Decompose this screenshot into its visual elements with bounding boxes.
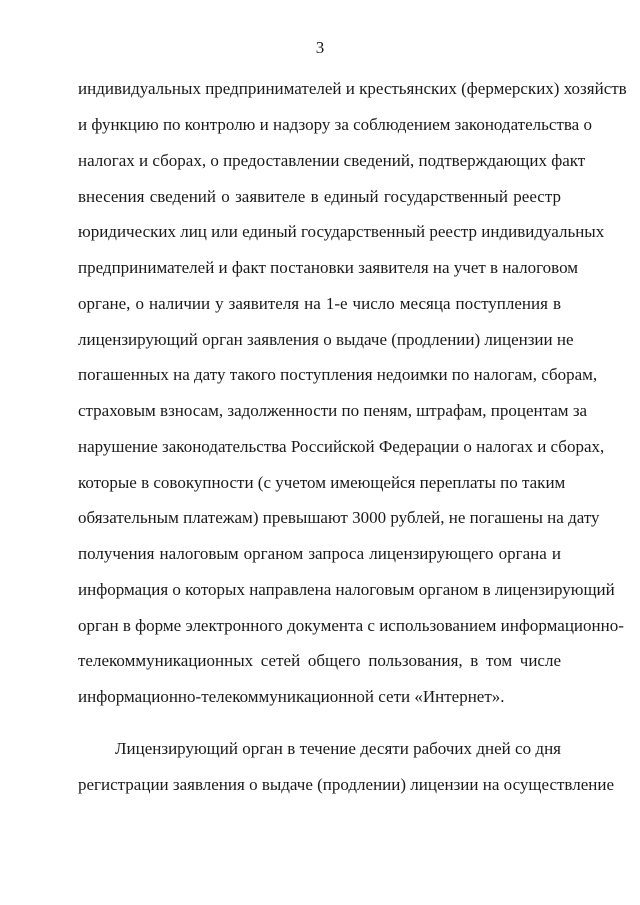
paragraph-line: орган в форме электронного документа с использованием информационно- bbox=[78, 616, 624, 635]
paragraph-line: которые в совокупности (с учетом имеющейся переплаты по таким bbox=[78, 473, 566, 492]
paragraph-line: обязательным платежам) превышают 3000 рублей, не погашены на дату bbox=[78, 508, 600, 527]
paragraph-line: получения налоговым органом запроса лицензирующего органа и bbox=[78, 544, 561, 563]
paragraph-line: лицензирующий орган заявления о выдаче (продлении) лицензии не bbox=[78, 330, 574, 349]
paragraph-line: телекоммуникационных сетей общего пользования, в том числе bbox=[78, 651, 561, 670]
paragraph-line: информация о которых направлена налоговым органом в лицензирующий bbox=[78, 580, 615, 599]
paragraph-line: индивидуальных предпринимателей и крестьянских (фермерских) хозяйств bbox=[78, 79, 627, 98]
paragraph-line: погашенных на дату такого поступления недоимки по налогам, сборам, bbox=[78, 365, 598, 384]
paragraph-line: нарушение законодательства Российской Федерации о налогах и сборах, bbox=[78, 437, 605, 456]
paragraph-line: органе, о наличии у заявителя на 1-е число месяца поступления в bbox=[78, 294, 561, 313]
page-number: 3 bbox=[315, 38, 325, 57]
paragraph-line: страховым взносам, задолженности по пеням, штрафам, процентам за bbox=[78, 401, 588, 420]
paragraph-line: и функцию по контролю и надзору за соблюдением законодательства о bbox=[78, 115, 592, 134]
paragraph-line: регистрации заявления о выдаче (продлении) лицензии на осуществление bbox=[78, 775, 614, 794]
paragraph-first-line: Лицензирующий орган в течение десяти рабочих дней со дня bbox=[115, 739, 561, 758]
paragraph-line: юридических лиц или единый государственный реестр индивидуальных bbox=[78, 222, 605, 241]
paragraph-line: информационно-телекоммуникационной сети «Интернет». bbox=[78, 687, 505, 706]
paragraph-line: внесения сведений о заявителе в единый государственный реестр bbox=[78, 187, 561, 206]
paragraph-line: налогах и сборах, о предоставлении сведений, подтверждающих факт bbox=[78, 151, 586, 170]
paragraph-line: предпринимателей и факт постановки заявителя на учет в налоговом bbox=[78, 258, 579, 277]
